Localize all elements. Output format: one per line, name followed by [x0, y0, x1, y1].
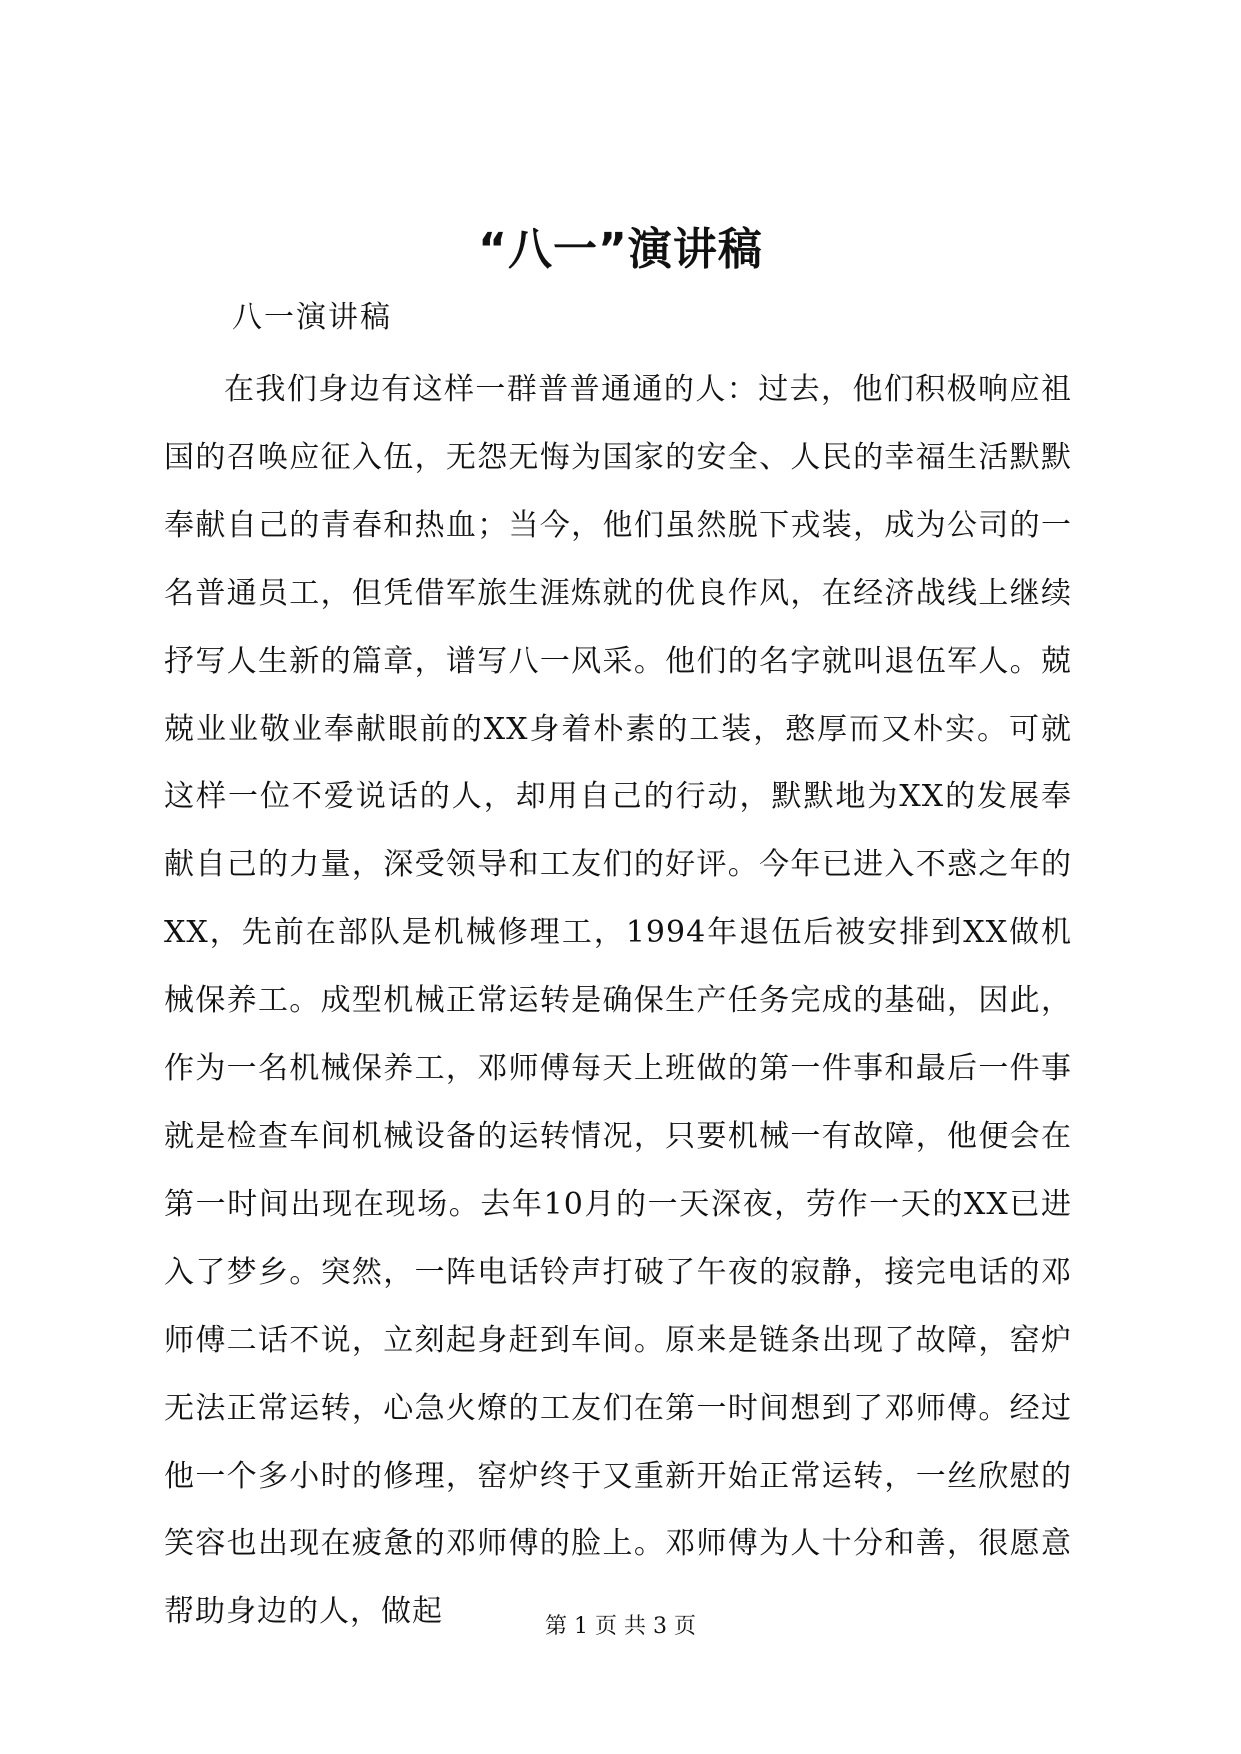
- document-subtitle: 八一演讲稿: [232, 300, 392, 335]
- document-title: “八一”演讲稿: [478, 224, 763, 275]
- page-number-footer: 第 1 页 共 3 页: [545, 1614, 696, 1639]
- body-paragraph: 在我们身边有这样一群普普通通的人：过去，他们积极响应祖国的召唤应征入伍，无怨无悔为国家的安全、人民的幸福生活默默奉献自己的青春和热血；当今，他们虽然脱下戎装，成为公司的一名普通员工，但凭借军旅生涯炼就的优良作风，在经济战线上继续抒写人生新的篇章，谱写八一风采。他们的名字就叫退伍军人。兢兢业业敬业奉献眼前的XX身着朴素的工装，憨厚而又朴实。可就这样一位不爱说话的人，却用自己的行动，默默地为XX的发展奉献自己的力量，深受领导和工友们的好评。今年已进入不惑之年的XX，先前在部队是机械修理工，1994年退伍后被安排到XX做机械保养工。成型机械正常运转是确保生产任务完成的基础，因此，作为一名机械保养工，邓师傅每天上班做的第一件事和最后一件事就是检查车间机械设备的运转情况，只要机械一有故障，他便会在第一时间出现在现场。去年10月的一天深夜，劳作一天的XX已进入了梦乡。突然，一阵电话铃声打破了午夜的寂静，接完电话的邓师傅二话不说，立刻起身赶到车间。原来是链条出现了故障，窑炉无法正常运转，心急火燎的工友们在第一时间想到了邓师傅。经过他一个多小时的修理，窑炉终于又重新开始正常运转，一丝欣慰的笑容也出现在疲惫的邓师傅的脸上。邓师傅为人十分和善，很愿意帮助身边的人，做起: [164, 372, 1072, 1630]
